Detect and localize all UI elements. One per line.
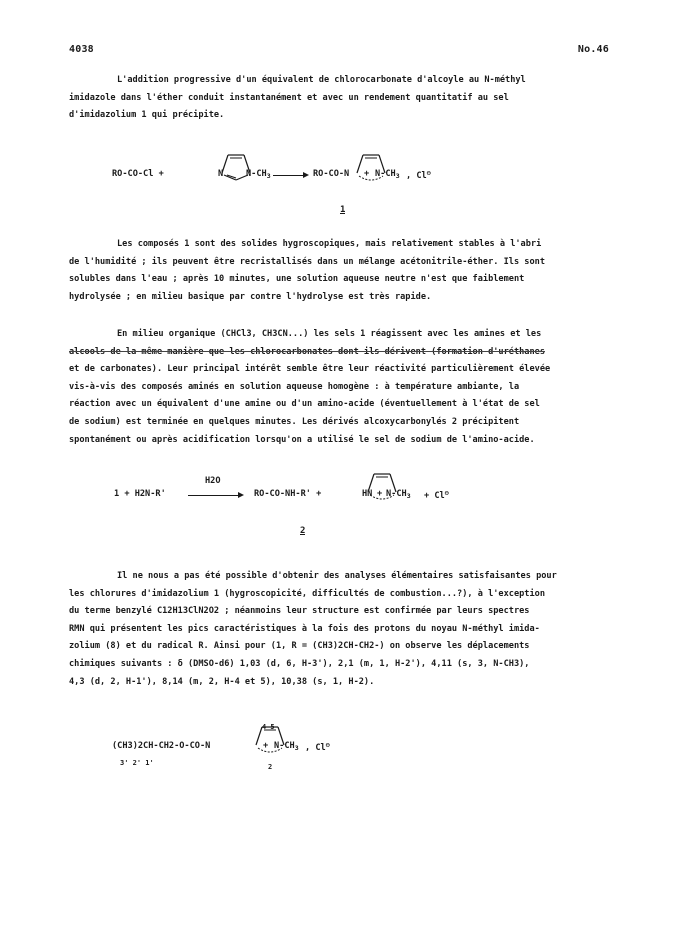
paragraph-3 (69, 326, 614, 449)
compound-label-text: 1 (340, 205, 346, 215)
paragraph-line: Il ne nous a pas été possible d'obtenir des analyses élémentaires satisfaisantes pour (117, 571, 557, 581)
isobutyl-formula: (CH3)2CH-CH2-O-CO-N (112, 741, 211, 751)
ring-n-methyl (274, 741, 299, 752)
paragraph-line: alcools de la même manière que les chlorocarbonates dont ils dérivent (formation d'uréthanes (69, 346, 545, 357)
chloride-text: , Cl (305, 743, 326, 753)
chloride-counterion (305, 741, 330, 753)
ring-position-label-2: 2 (268, 763, 273, 771)
paragraph-line: vis-à-vis des composés aminés en solution aqueuse homogène : à température ambiante, la (69, 381, 520, 392)
carbamate-product: RO-CO-NH-R' + (254, 489, 322, 499)
paragraph-line: de sodium) est terminée en quelques minutes. Les dérivés alcoxycarbonylés 2 précipitent (69, 416, 520, 427)
paragraph-line: RMN qui présentent les pics caractéristiques à la fois des protons du noyau N-méthyl imida- (69, 623, 540, 634)
paragraph-line: hydrolysée ; en milieu basique par contre l'hydrolyse est très rapide. (69, 291, 432, 302)
superscript-charge: ⊖ (325, 741, 330, 749)
compound-label-text: 2 (300, 526, 306, 536)
paragraph-line: et de carbonates). Leur principal intérêt semble être leur réactivité particulièrement élevée (69, 364, 551, 375)
paragraph-1 (69, 72, 614, 125)
paragraph-line: Les composés 1 sont des solides hygroscopiques, mais relativement stables à l'abri (117, 239, 542, 249)
subscript: 3 (294, 744, 299, 752)
superscript-charge: ⊖ (426, 169, 431, 177)
ring-nitrogen-1: N (218, 169, 224, 179)
subscript: 3 (395, 172, 400, 180)
paragraph-line: du terme benzylé C12H13ClN2O2 ; néanmoins leur structure est confirmée par leurs spectres (69, 606, 530, 617)
paragraph-4 (69, 568, 614, 691)
reaction-arrow-icon (273, 175, 307, 176)
paragraph-line: imidazole dans l'éther conduit instantanément et avec un rendement quantitatif au sel (69, 92, 509, 103)
product-formula: RO-CO-N (313, 169, 350, 179)
chloride-counterion (424, 489, 449, 501)
scheme2-reactants: 1 + H2N-R' (114, 489, 166, 499)
ring-n-methyl (386, 489, 411, 500)
paragraph-line: d'imidazolium 1 qui précipite. (69, 110, 225, 121)
ring-n-methyl-text: N-CH (274, 741, 295, 751)
chain-position-labels: 3' 2' 1' (120, 759, 154, 767)
page-number: 4038 (69, 44, 94, 55)
chloride-text: , Cl (406, 171, 427, 181)
ring-hn: HN (362, 489, 373, 499)
issue-number: No.46 (577, 44, 609, 55)
paragraph-line: de l'humidité ; ils peuvent être recristallisés dans un mélange acétonitrile-éther. Ils sont (69, 256, 545, 267)
solvent-label: H2O (205, 476, 221, 486)
product-n-methyl-text: N-CH (375, 169, 396, 179)
paragraph-line: les chlorures d'imidazolium 1 (hygroscopicité, difficultés de combustion...?), à l'exception (69, 588, 545, 599)
ring-n-methyl (246, 169, 271, 180)
chloride-text: + Cl (424, 491, 445, 501)
ring-n-methyl-text: N-CH (246, 169, 267, 179)
paragraph-2 (69, 236, 614, 306)
ring-n-methyl-text: N-CH (386, 489, 407, 499)
ring-charge: + (377, 489, 383, 499)
ring-charge: + (263, 741, 269, 751)
subscript: 3 (406, 492, 411, 500)
paragraph-line: En milieu organique (CHCl3, CH3CN...) les sels 1 réagissent avec les amines et les (117, 329, 542, 339)
paragraph-line: zolium (8) et du radical R. Ainsi pour (1, R = (CH3)2CH-CH2-) on observe les déplacements (69, 641, 530, 652)
paragraph-line: solubles dans l'eau ; après 10 minutes, une solution aqueuse neutre n'est que faiblement (69, 274, 525, 285)
reaction-arrow-icon (188, 495, 242, 496)
superscript-charge: ⊖ (444, 489, 449, 497)
paragraph-line: chimiques suivants : δ (DMSO-d6) 1,03 (d, 6, H-3'), 2,1 (m, 1, H-2'), 4,11 (s, 3, N-CH3), (69, 658, 530, 669)
chloride-counterion (406, 169, 431, 181)
ring-position-labels-top: 4 5 (262, 723, 275, 731)
compound-label-1 (340, 205, 345, 215)
ring-charge: + (364, 169, 370, 179)
paragraph-line: 4,3 (d, 2, H-1'), 8,14 (m, 2, H-4 et 5), 10,38 (s, 1, H-2). (69, 676, 375, 687)
subscript: 3 (266, 172, 271, 180)
compound-label-2 (300, 526, 305, 536)
product-n-methyl (375, 169, 400, 180)
reactant-formula: RO-CO-Cl + (112, 169, 164, 179)
paragraph-line: spontanément ou après acidification lorsqu'on a utilisé le sel de sodium de l'amino-acide. (69, 434, 535, 445)
paragraph-line: réaction avec un équivalent d'une amine ou d'un amino-acide (éventuellement à l'état de sel (69, 399, 540, 410)
paragraph-line: L'addition progressive d'un équivalent de chlorocarbonate d'alcoyle au N-méthyl (117, 75, 526, 85)
